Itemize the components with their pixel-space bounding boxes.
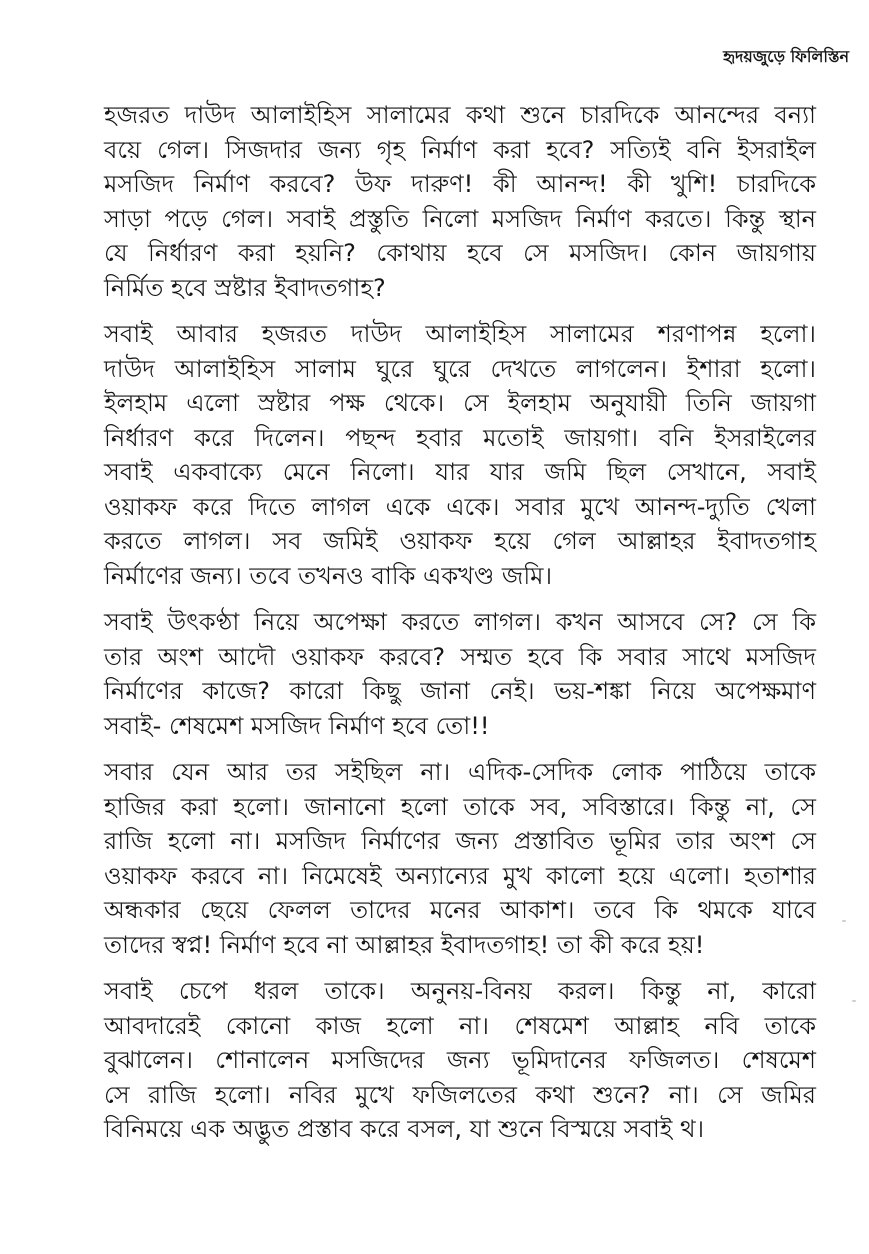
paragraph-1	[104, 98, 816, 305]
text-line: সাড়া পড়ে গেল। সবাই প্রস্তুতি নিলো মসজিদ নির্মাণ করতে। কিন্তু স্থান	[104, 204, 816, 233]
text-line: সবাই একবাক্যে মেনে নিলো। যার যার জমি ছিল সেখানে, সবাই	[104, 458, 816, 486]
text-line: তাদের স্বপ্ন! নির্মাণ হবে না আল্লাহর ইবাদতগাহ! তা কী করে হয়!	[104, 930, 705, 959]
text-line: নির্ধারণ করে দিলেন। পছন্দ হবার মতোই জায়গা। বনি ইসরাইলের	[104, 423, 816, 452]
text-line: ইলহাম এলো স্রষ্টার পক্ষ থেকে। সে ইলহাম অনুযায়ী তিনি জায়গা	[104, 389, 816, 417]
text-line: ওয়াকফ করবে না। নিমেষেই অন্যান্যের মুখ কালো হয়ে এলো। হতাশার	[104, 861, 816, 890]
text-line: নির্মাণের কাজে? কারো কিছু জানা নেই। ভয়-শঙ্কা নিয়ে অপেক্ষমাণ	[104, 677, 816, 705]
text-line: নির্মাণের জন্য। তবে তখনও বাকি একখণ্ড জমি।	[104, 561, 553, 590]
text-line: সবার যেন আর তর সইছিল না। এদিক-সেদিক লোক পাঠিয়ে তাকে	[104, 758, 816, 786]
scan-speck	[852, 1000, 856, 1002]
paragraph-5	[104, 974, 816, 1147]
text-line: তার অংশ আদৌ ওয়াকফ করবে? সম্মত হবে কি সবার সাথে মসজিদ	[104, 642, 816, 671]
text-line: সবাই- শেষমেশ মসজিদ নির্মাণ হবে তো!!	[104, 711, 490, 740]
text-line: বুঝালেন। শোনালেন মসজিদের জন্য ভূমিদানের ফজিলত। শেষমেশ	[104, 1046, 816, 1074]
paragraph-2	[104, 317, 816, 593]
text-line: বিনিময়ে এক অদ্ভুত প্রস্তাব করে বসল, যা শুনে বিস্ময়ে সবাই থ।	[104, 1115, 705, 1143]
text-line: হজরত দাউদ আলাইহিস সালামের কথা শুনে চারদিকে আনন্দের বন্যা	[104, 101, 816, 129]
text-line: মসজিদ নির্মাণ করবে? উফ দারুণ! কী আনন্দ! কী খুশি! চারদিকে	[104, 170, 816, 198]
text-line: দাউদ আলাইহিস সালাম ঘুরে ঘুরে দেখতে লাগলেন। ইশারা হলো।	[104, 354, 816, 383]
text-line: হাজির করা হলো। জানানো হলো তাকে সব, সবিস্তারে। কিন্তু না, সে	[104, 792, 816, 821]
body-text	[104, 98, 816, 1159]
scan-speck	[842, 920, 846, 922]
text-line: অন্ধকার ছেয়ে ফেলল তাদের মনের আকাশ। তবে কি থমকে যাবে	[104, 896, 816, 924]
text-line: সবাই আবার হজরত দাউদ আলাইহিস সালামের শরণাপন্ন হলো।	[104, 320, 816, 348]
text-line: রাজি হলো না। মসজিদ নির্মাণের জন্য প্রস্তাবিত ভূমির তার অংশ সে	[104, 827, 816, 855]
text-line: বয়ে গেল। সিজদার জন্য গৃহ নির্মাণ করা হবে? সত্যিই বনি ইসরাইল	[104, 135, 816, 164]
text-line: ওয়াকফ করে দিতে লাগল একে একে। সবার মুখে আনন্দ-দ্যুতি খেলা	[104, 492, 816, 521]
text-line: আবদারেই কোনো কাজ হলো না। শেষমেশ আল্লাহ নবি তাকে	[104, 1011, 816, 1040]
paragraph-4	[104, 755, 816, 962]
text-line: নির্মিত হবে স্রষ্টার ইবাদতগাহ?	[104, 273, 386, 302]
running-header-title: হৃদয়জুড়ে ফিলিস্তিন	[723, 47, 849, 66]
text-line: সবাই উৎকণ্ঠা নিয়ে অপেক্ষা করতে লাগল। কখন আসবে সে? সে কি	[104, 608, 816, 636]
text-line: যে নির্ধারণ করা হয়নি? কোথায় হবে সে মসজিদ। কোন জায়গায়	[104, 239, 816, 267]
paragraph-3	[104, 605, 816, 743]
text-line: সে রাজি হলো। নবির মুখে ফজিলতের কথা শুনে? না। সে জমির	[104, 1080, 816, 1109]
text-line: করতে লাগল। সব জমিই ওয়াকফ হয়ে গেল আল্লাহর ইবাদতগাহ	[104, 527, 816, 555]
text-line: সবাই চেপে ধরল তাকে। অনুনয়-বিনয় করল। কিন্তু না, কারো	[104, 977, 816, 1005]
